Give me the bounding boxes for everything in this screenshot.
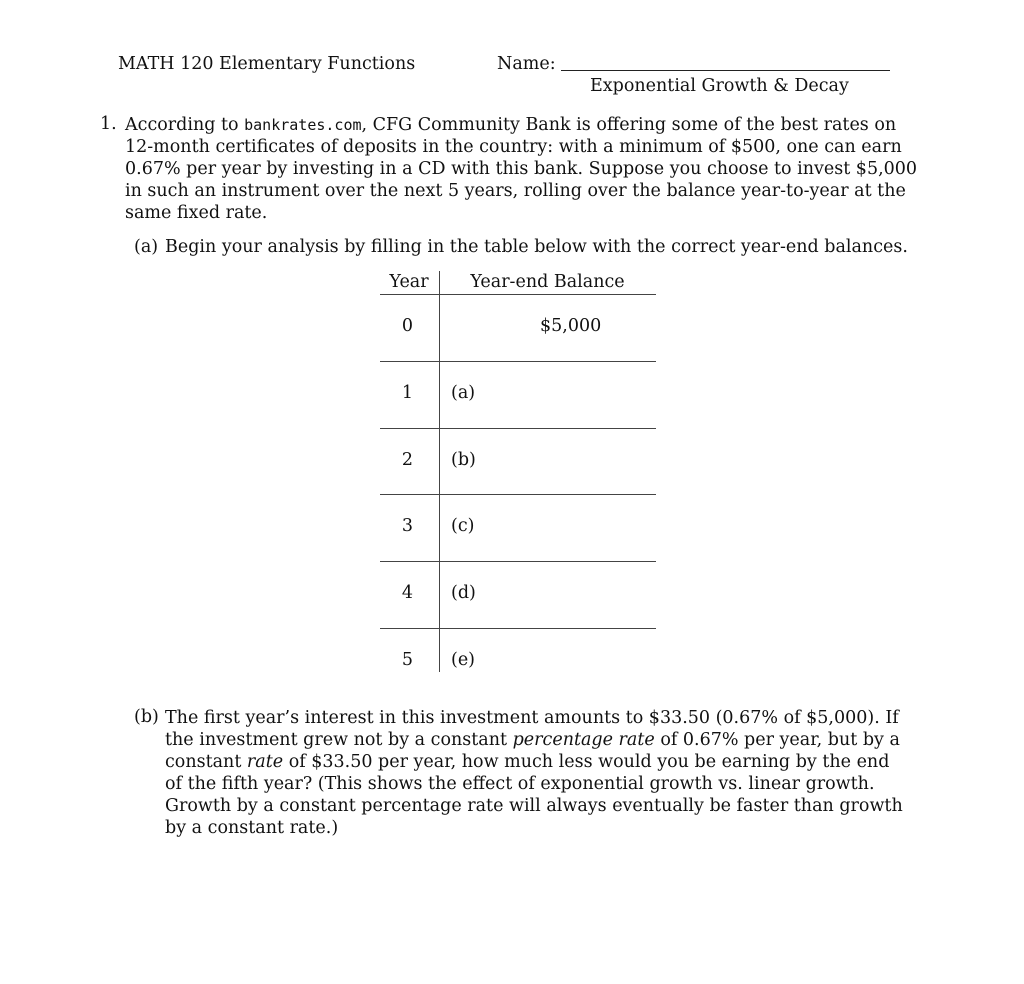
part-b-line: of the fifth year? (This shows the effect of exponential growth vs. linear growth.: [165, 774, 875, 794]
year-cell: 0: [401, 316, 414, 336]
row-rule: [380, 361, 656, 362]
course-title: MATH 120 Elementary Functions: [118, 54, 416, 74]
row-rule: [380, 428, 656, 429]
balance-cell: (c): [451, 516, 475, 536]
part-a-label: (a): [134, 237, 159, 257]
topic-title: Exponential Growth & Decay: [590, 76, 849, 96]
year-cell: 5: [401, 650, 414, 670]
part-b-line-text: the investment grew not by a constant: [165, 730, 513, 750]
balance-cell: (b): [451, 450, 476, 470]
part-b-label: (b): [134, 707, 159, 727]
year-cell: 2: [401, 450, 414, 470]
name-blank-line: [561, 70, 890, 71]
row-rule: [380, 561, 656, 562]
problem-number: 1.: [100, 114, 117, 134]
part-b-line-text: of $33.50 per year, how much less would you be earning by the end: [283, 752, 890, 772]
problem-line: [125, 114, 897, 136]
balance-cell: (d): [451, 583, 476, 603]
part-a-text: Begin your analysis by filling in the table below with the correct year-end balances.: [165, 237, 908, 257]
bankrates-link-text: bankrates.com: [244, 116, 362, 134]
part-b-line: by a constant rate.): [165, 818, 339, 838]
part-b-line: The first year’s interest in this investment amounts to $33.50 (0.67% of $5,000). If: [165, 708, 899, 728]
problem-line: 12-month certificates of deposits in the country: with a minimum of $500, one can earn: [125, 137, 902, 157]
problem-line: in such an instrument over the next 5 years, rolling over the balance year-to-year at the: [125, 181, 906, 201]
table-header-rule: [380, 294, 656, 295]
balance-cell: (e): [451, 650, 476, 670]
balance-cell: (a): [451, 383, 476, 403]
part-b-line: Growth by a constant percentage rate will always eventually be faster than growth: [165, 796, 903, 816]
row-rule: [380, 494, 656, 495]
year-cell: 4: [401, 583, 414, 603]
emphasis-percentage-rate: percentage rate: [512, 730, 655, 750]
year-cell: 3: [401, 516, 414, 536]
problem-text: [125, 114, 918, 224]
part-b-line: [165, 729, 900, 751]
problem-line: same fixed rate.: [125, 203, 268, 223]
part-b-line-text: of 0.67% per year, but by a: [654, 730, 900, 750]
row-rule: [380, 628, 656, 629]
problem-line-text: , CFG Community Bank is offering some of the best rates on: [361, 115, 897, 135]
part-b-line: [165, 751, 890, 773]
balance-header: Year-end Balance: [470, 272, 625, 292]
emphasis-rate: rate: [246, 752, 284, 772]
table-divider: [439, 271, 440, 672]
year-cell: 1: [401, 383, 414, 403]
problem-line-text: According to: [125, 115, 245, 135]
name-label: Name:: [497, 54, 556, 74]
balance-cell: $5,000: [540, 316, 602, 336]
part-b-text: [165, 707, 903, 839]
problem-line: 0.67% per year by investing in a CD with this bank. Suppose you choose to invest $5,000: [125, 159, 918, 179]
year-header: Year: [389, 272, 429, 292]
part-b-line-text: constant: [165, 752, 247, 772]
